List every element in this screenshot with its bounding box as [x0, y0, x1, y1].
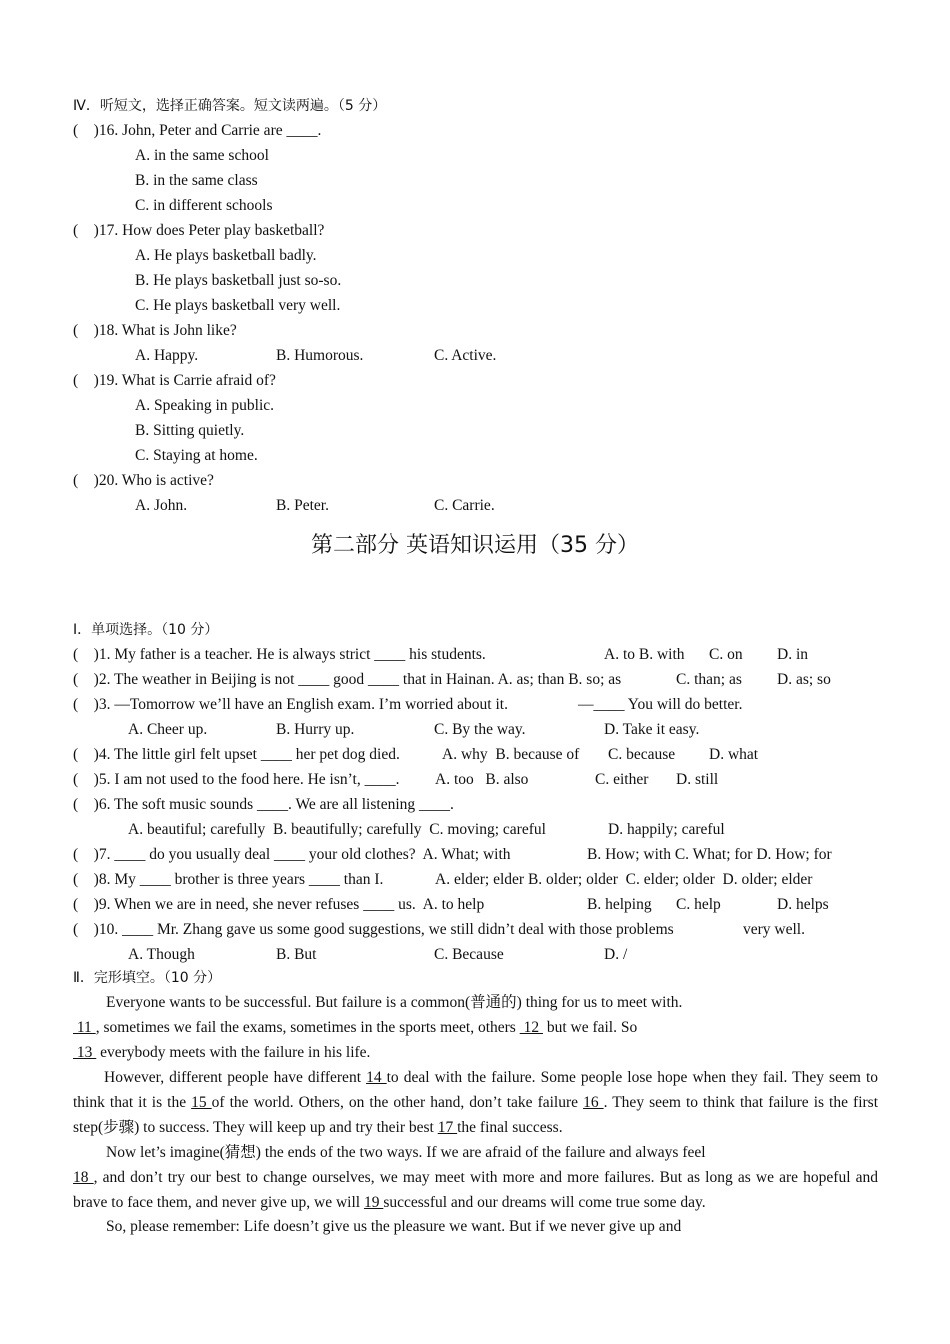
blank-19: 19 [363, 1194, 384, 1211]
question-3: ( )3. —Tomorrow we’ll have an English exam. I’m worried about it. [73, 696, 508, 713]
option: A. John. [135, 497, 188, 514]
question-10: ( )10. ____ Mr. Zhang gave us some good suggestions, we still didn’t deal with those problems [73, 921, 674, 938]
cloze-text: . They seem to think that failure is the first step(步骤) to success. They will keep up and try their best [73, 1094, 878, 1136]
cloze-text: the final success. [457, 1119, 563, 1136]
cloze-text: However, different people have different [104, 1069, 367, 1086]
cloze-paragraph-2 [73, 1065, 878, 1140]
blank-12: 12 [519, 1019, 543, 1036]
question-5: ( )5. I am not used to the food here. He isn’t, ____. [73, 771, 400, 788]
option: C. Carrie. [434, 497, 495, 514]
option: D. what [709, 746, 759, 763]
section-heading: Ⅱ．完形填空。（10 分） [73, 970, 222, 986]
cloze-paragraph-3 [73, 1165, 878, 1215]
option: A. too B. also [435, 771, 529, 788]
question-16: ( )16. John, Peter and Carrie are ____. [73, 122, 322, 139]
option: D. as; so [777, 671, 831, 688]
cloze-text: to deal with the failure. Some people lose hope when they fail. They seem to think that it is the [73, 1069, 879, 1111]
blank-18: 18 [73, 1169, 94, 1186]
question-6: ( )6. The soft music sounds ____. We are all listening ____. [73, 796, 454, 813]
option: A. He plays basketball badly. [135, 247, 317, 264]
options: A. beautiful; carefully B. beautifully; carefully C. moving; careful [128, 821, 546, 838]
cloze-line [73, 1043, 370, 1063]
blank-14: 14 [366, 1069, 387, 1086]
option: D. Take it easy. [604, 721, 700, 738]
cloze-text: successful and our dreams will come true some day. [383, 1194, 706, 1211]
option: B. Sitting quietly. [135, 422, 245, 439]
option: A. Cheer up. [128, 721, 208, 738]
cloze-text: everybody meets with the failure in his life. [96, 1044, 371, 1061]
option: A. Though [128, 946, 195, 963]
cloze-text: , sometimes we fail the exams, sometimes in the sports meet, others [95, 1019, 520, 1036]
question-4: ( )4. The little girl felt upset ____ her pet dog died. [73, 746, 400, 763]
option: A. why B. because of [442, 746, 580, 763]
option: C. Staying at home. [135, 447, 258, 464]
option: B. helping [587, 896, 652, 913]
blank-13: 13 [73, 1044, 97, 1061]
option: B. Peter. [276, 497, 329, 514]
cloze-text: , and don’t try our best to change ourselves, we may meet with more and more failures. But as long as we are hopeful and brave to face them, and never give up, we will [73, 1169, 879, 1211]
question-8: ( )8. My ____ brother is three years ____ than I. [73, 871, 384, 888]
question-2: ( )2. The weather in Beijing is not ____ good ____ that in Hainan. A. as; than B. so; as [73, 671, 622, 688]
option: C. than; as [676, 671, 742, 688]
option: B. Hurry up. [276, 721, 355, 738]
question-10-tail: very well. [743, 921, 805, 938]
option: C. Active. [434, 347, 497, 364]
option: C. He plays basketball very well. [135, 297, 341, 314]
cloze-line [73, 1018, 637, 1038]
cloze-text: of the world. Others, on the other hand, don’t take failure [211, 1094, 584, 1111]
option: C. in different schools [135, 197, 273, 214]
question-1: ( )1. My father is a teacher. He is always strict ____ his students. [73, 646, 486, 663]
blank-15: 15 [191, 1094, 212, 1111]
section-heading: Ⅰ．单项选择。（10 分） [73, 622, 219, 638]
option: D. / [604, 946, 628, 963]
cloze-text: So, please remember: Life doesn’t give us the pleasure we want. But if we never give up and [106, 1218, 682, 1235]
blank-11: 11 [73, 1019, 96, 1036]
option: B. in the same class [135, 172, 258, 189]
option: C. on [709, 646, 743, 663]
option: A. Happy. [135, 347, 199, 364]
option: D. happily; careful [608, 821, 725, 838]
option: A. Speaking in public. [135, 397, 275, 414]
option: C. By the way. [434, 721, 526, 738]
question-20: ( )20. Who is active? [73, 472, 214, 489]
option: A. to B. with [604, 646, 685, 663]
option: D. still [676, 771, 719, 788]
option: B. Humorous. [276, 347, 364, 364]
question-7: ( )7. ____ do you usually deal ____ your old clothes? A. What; with [73, 846, 511, 863]
question-9: ( )9. When we are in need, she never refuses ____ us. A. to help [73, 896, 485, 913]
option: D. in [777, 646, 808, 663]
cloze-text: Everyone wants to be successful. But failure is a common(普通的) thing for us to meet with. [106, 994, 683, 1011]
section-heading: Ⅳ．听短文，选择正确答案。短文读两遍。（5 分） [73, 98, 387, 114]
question-19: ( )19. What is Carrie afraid of? [73, 372, 276, 389]
blank-16: 16 [583, 1094, 604, 1111]
part-title: 第二部分 英语知识运用（35 分） [311, 533, 639, 558]
options: A. elder; elder B. older; older C. elder; older D. older; elder [435, 871, 813, 888]
reply-text: —____ You will do better. [578, 696, 743, 713]
option: A. in the same school [135, 147, 269, 164]
option: C. Because [434, 946, 504, 963]
option: B. But [276, 946, 317, 963]
cloze-text: Now let’s imagine(猜想) the ends of the two ways. If we are afraid of the failure and always feel [106, 1144, 706, 1161]
option: B. He plays basketball just so-so. [135, 272, 342, 289]
cloze-text: but we fail. So [542, 1019, 638, 1036]
question-17: ( )17. How does Peter play basketball? [73, 222, 325, 239]
options: B. How; with C. What; for D. How; for [587, 846, 832, 863]
blank-17: 17 [437, 1119, 458, 1136]
option: C. because [608, 746, 676, 763]
question-18: ( )18. What is John like? [73, 322, 237, 339]
option: D. helps [777, 896, 829, 913]
option: C. either [595, 771, 649, 788]
option: C. help [676, 896, 721, 913]
